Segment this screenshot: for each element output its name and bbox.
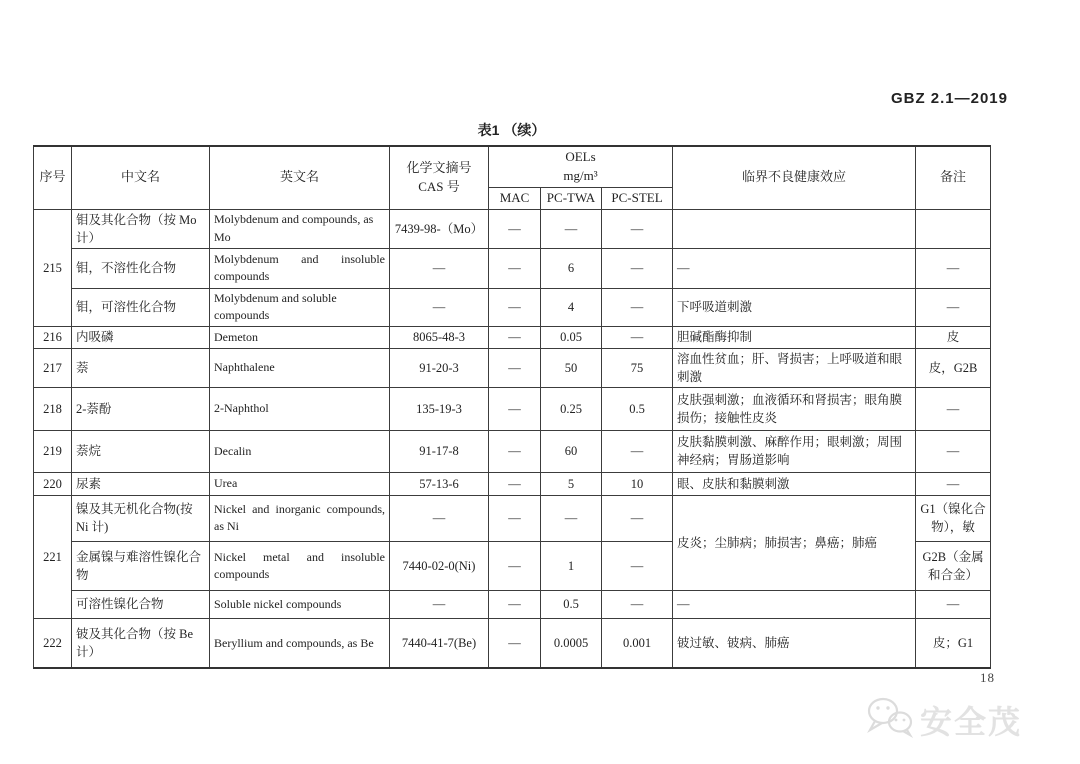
cell-en-name: Molybdenum and insoluble compounds — [210, 248, 390, 288]
cell-pc-stel: 10 — [602, 472, 673, 495]
cell-pc-stel: 75 — [602, 348, 673, 387]
cell-pc-twa: 6 — [541, 248, 602, 288]
col-header-oels — [489, 146, 673, 187]
cell-mac: — — [489, 430, 541, 472]
col-header-effects: 临界不良健康效应 — [673, 146, 916, 209]
cell-remarks: — — [916, 472, 991, 495]
cell-mac: — — [489, 326, 541, 348]
cell-pc-twa: 60 — [541, 430, 602, 472]
cell-pc-twa: 0.0005 — [541, 618, 602, 668]
cell-pc-stel: 0.001 — [602, 618, 673, 668]
col-header-pc-twa: PC-TWA — [541, 187, 602, 209]
cell-cn-name: 尿素 — [72, 472, 210, 495]
table-row — [34, 430, 991, 472]
cell-en-name: Soluble nickel compounds — [210, 590, 390, 618]
wechat-chat-bubbles-icon — [866, 696, 914, 743]
cell-pc-stel: — — [602, 430, 673, 472]
cell-effects: — — [673, 248, 916, 288]
cell-pc-twa: — — [541, 209, 602, 248]
cell-en-name: Beryllium and compounds, as Be — [210, 618, 390, 668]
cell-pc-twa: 0.05 — [541, 326, 602, 348]
table-row — [34, 472, 991, 495]
cell-mac: — — [489, 209, 541, 248]
cell-cn-name: 镍及其无机化合物(按 Ni 计) — [72, 495, 210, 541]
cell-en-name: Molybdenum and compounds, as Mo — [210, 209, 390, 248]
col-header-en-name: 英文名 — [210, 146, 390, 209]
cell-effects: 皮肤强刺激；血液循环和肾损害；眼角膜损伤；接触性皮炎 — [673, 387, 916, 430]
cell-cn-name: 钼，不溶性化合物 — [72, 248, 210, 288]
cell-mac: — — [489, 288, 541, 326]
cell-effects: 溶血性贫血；肝、肾损害；上呼吸道和眼刺激 — [673, 348, 916, 387]
cell-remarks: — — [916, 288, 991, 326]
cell-pc-stel: — — [602, 495, 673, 541]
cell-remarks: G2B（金属和合金） — [916, 541, 991, 590]
cell-index: 219 — [34, 430, 72, 472]
cell-cn-name: 钼及其化合物（按 Mo 计） — [72, 209, 210, 248]
cell-cas: 135-19-3 — [390, 387, 489, 430]
cell-remarks: — — [916, 430, 991, 472]
col-header-pc-stel: PC-STEL — [602, 187, 673, 209]
table-row — [34, 348, 991, 387]
cell-en-name: Urea — [210, 472, 390, 495]
page-number: 18 — [980, 670, 995, 685]
cell-mac: — — [489, 590, 541, 618]
cell-cas: 8065-48-3 — [390, 326, 489, 348]
cell-mac: — — [489, 618, 541, 668]
cell-effects: 皮肤黏膜刺激、麻醉作用；眼刺激；周围神经病；胃肠道影响 — [673, 430, 916, 472]
cell-index: 216 — [34, 326, 72, 348]
cell-pc-twa: 50 — [541, 348, 602, 387]
cell-cas: — — [390, 248, 489, 288]
doc-reference: GBZ 2.1—2019 — [890, 90, 1008, 107]
cell-mac: — — [489, 248, 541, 288]
oel-table — [33, 145, 991, 669]
cell-en-name: 2-Naphthol — [210, 387, 390, 430]
col-header-index: 序号 — [34, 146, 72, 209]
cell-cas: — — [390, 288, 489, 326]
cell-remarks: — — [916, 590, 991, 618]
cell-remarks: G1（镍化合物），敏 — [916, 495, 991, 541]
cell-cas: 7440-41-7(Be) — [390, 618, 489, 668]
col-header-remarks: 备注 — [916, 146, 991, 209]
cell-pc-twa: 4 — [541, 288, 602, 326]
cell-en-name: Nickel metal and insoluble compounds — [210, 541, 390, 590]
cell-effects: 下呼吸道刺激 — [673, 288, 916, 326]
cell-mac: — — [489, 348, 541, 387]
cell-index: 221 — [34, 495, 72, 618]
cell-cn-name: 金属镍与难溶性镍化合物 — [72, 541, 210, 590]
cell-pc-stel: — — [602, 288, 673, 326]
cell-cn-name: 2-萘酚 — [72, 387, 210, 430]
header-row-main — [34, 146, 991, 187]
cell-remarks: 皮 — [916, 326, 991, 348]
table-caption: 表1 （续） — [477, 122, 546, 138]
table-row — [34, 618, 991, 668]
cell-effects: 铍过敏、铍病、肺癌 — [673, 618, 916, 668]
cell-cn-name: 萘 — [72, 348, 210, 387]
cell-cn-name: 可溶性镍化合物 — [72, 590, 210, 618]
watermark — [866, 696, 1022, 743]
cell-remarks: — — [916, 387, 991, 430]
cell-pc-twa: 0.25 — [541, 387, 602, 430]
cell-pc-stel: — — [602, 590, 673, 618]
table-row — [34, 387, 991, 430]
cell-pc-stel: — — [602, 209, 673, 248]
cell-remarks: — — [916, 248, 991, 288]
cell-en-name: Nickel and inorganic compounds, as Ni — [210, 495, 390, 541]
col-header-cas-line2: CAS 号 — [418, 178, 460, 194]
table-row — [34, 495, 991, 541]
cell-cas: 7439-98-（Mo） — [390, 209, 489, 248]
cell-index: 215 — [34, 209, 72, 326]
cell-remarks: 皮；G1 — [916, 618, 991, 668]
cell-effects: 胆碱酯酶抑制 — [673, 326, 916, 348]
table-row — [34, 288, 991, 326]
cell-mac: — — [489, 387, 541, 430]
table-row — [34, 209, 991, 248]
cell-en-name: Naphthalene — [210, 348, 390, 387]
col-header-oels-label: OELs — [565, 149, 596, 164]
cell-pc-stel: — — [602, 326, 673, 348]
col-header-cas — [390, 146, 489, 209]
cell-en-name: Molybdenum and soluble compounds — [210, 288, 390, 326]
watermark-text: 安全茂 — [919, 703, 1022, 740]
cell-cas: 91-20-3 — [390, 348, 489, 387]
cell-cas: — — [390, 590, 489, 618]
cell-effects: 眼、皮肤和黏膜刺激 — [673, 472, 916, 495]
cell-index: 222 — [34, 618, 72, 668]
cell-index: 217 — [34, 348, 72, 387]
table-row — [34, 326, 991, 348]
cell-mac: — — [489, 495, 541, 541]
cell-index: 218 — [34, 387, 72, 430]
cell-cn-name: 铍及其化合物（按 Be 计） — [72, 618, 210, 668]
cell-cas: — — [390, 495, 489, 541]
cell-mac: — — [489, 472, 541, 495]
cell-en-name: Decalin — [210, 430, 390, 472]
cell-en-name: Demeton — [210, 326, 390, 348]
cell-pc-twa: 1 — [541, 541, 602, 590]
table-header — [34, 146, 991, 209]
cell-remarks: 皮，G2B — [916, 348, 991, 387]
cell-effects — [673, 209, 916, 248]
cell-cn-name: 萘烷 — [72, 430, 210, 472]
cell-pc-twa: 5 — [541, 472, 602, 495]
col-header-oels-unit: mg/m³ — [563, 167, 598, 183]
cell-effects: — — [673, 590, 916, 618]
cell-cas: 57-13-6 — [390, 472, 489, 495]
cell-cas: 7440-02-0(Ni) — [390, 541, 489, 590]
table-row — [34, 590, 991, 618]
col-header-mac: MAC — [489, 187, 541, 209]
cell-pc-twa: — — [541, 495, 602, 541]
cell-cn-name: 内吸磷 — [72, 326, 210, 348]
cell-pc-stel: — — [602, 541, 673, 590]
cell-effects: 皮炎；尘肺病；肺损害；鼻癌；肺癌 — [673, 495, 916, 590]
table-row — [34, 248, 991, 288]
cell-remarks — [916, 209, 991, 248]
col-header-cas-line1: 化学文摘号 — [406, 160, 472, 175]
col-header-cn-name: 中文名 — [72, 146, 210, 209]
cell-cn-name: 钼，可溶性化合物 — [72, 288, 210, 326]
cell-pc-twa: 0.5 — [541, 590, 602, 618]
table-body — [34, 209, 991, 668]
cell-cas: 91-17-8 — [390, 430, 489, 472]
cell-pc-stel: 0.5 — [602, 387, 673, 430]
cell-pc-stel: — — [602, 248, 673, 288]
cell-index: 220 — [34, 472, 72, 495]
cell-mac: — — [489, 541, 541, 590]
